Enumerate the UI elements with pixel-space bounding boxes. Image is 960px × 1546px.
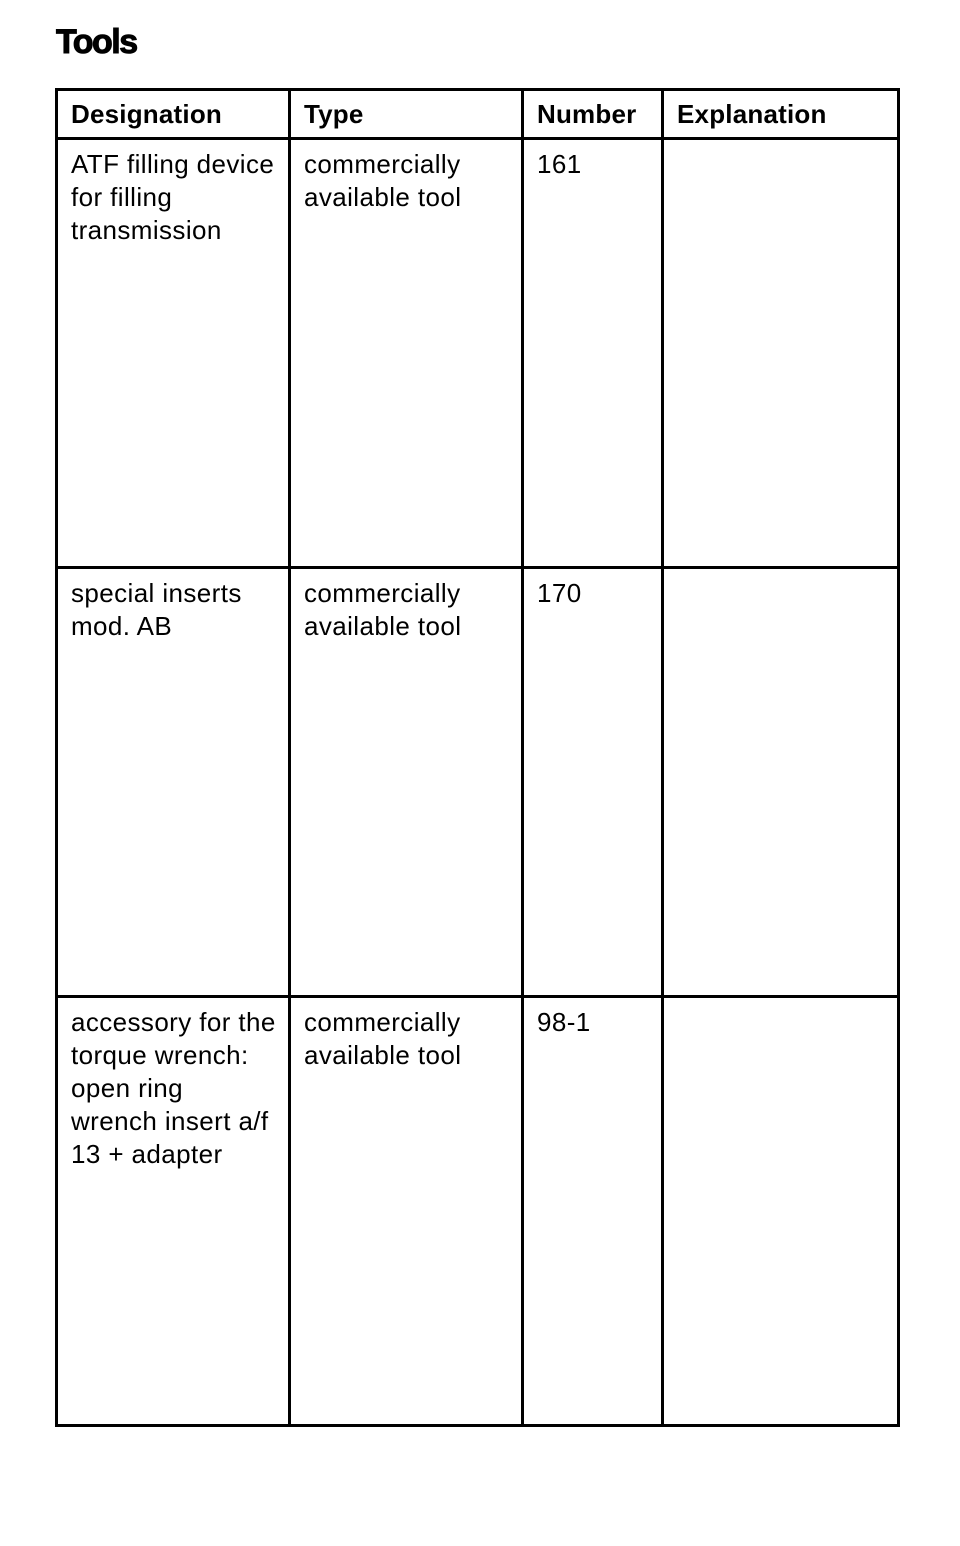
column-header-explanation: Explanation [663,90,899,139]
cell-designation: ATF filling device for filling transmission [57,139,290,568]
table-row [57,997,899,1426]
cell-explanation [663,139,899,568]
column-header-type: Type [290,90,523,139]
column-header-number: Number [523,90,663,139]
cell-number: 98-1 [523,997,663,1426]
table-header-row [57,90,899,139]
column-header-designation: Designation [57,90,290,139]
cell-number: 161 [523,139,663,568]
cell-designation: special inserts mod. AB [57,568,290,997]
cell-type: commercially available tool [290,997,523,1426]
cell-number: 170 [523,568,663,997]
page-title: Tools [56,23,137,61]
cell-explanation [663,997,899,1426]
cell-designation: accessory for the torque wrench: open ring wrench insert a/f 13 + adapter [57,997,290,1426]
table-row [57,568,899,997]
table-row [57,139,899,568]
tools-table [55,88,900,1427]
cell-explanation [663,568,899,997]
cell-type: commercially available tool [290,139,523,568]
cell-type: commercially available tool [290,568,523,997]
